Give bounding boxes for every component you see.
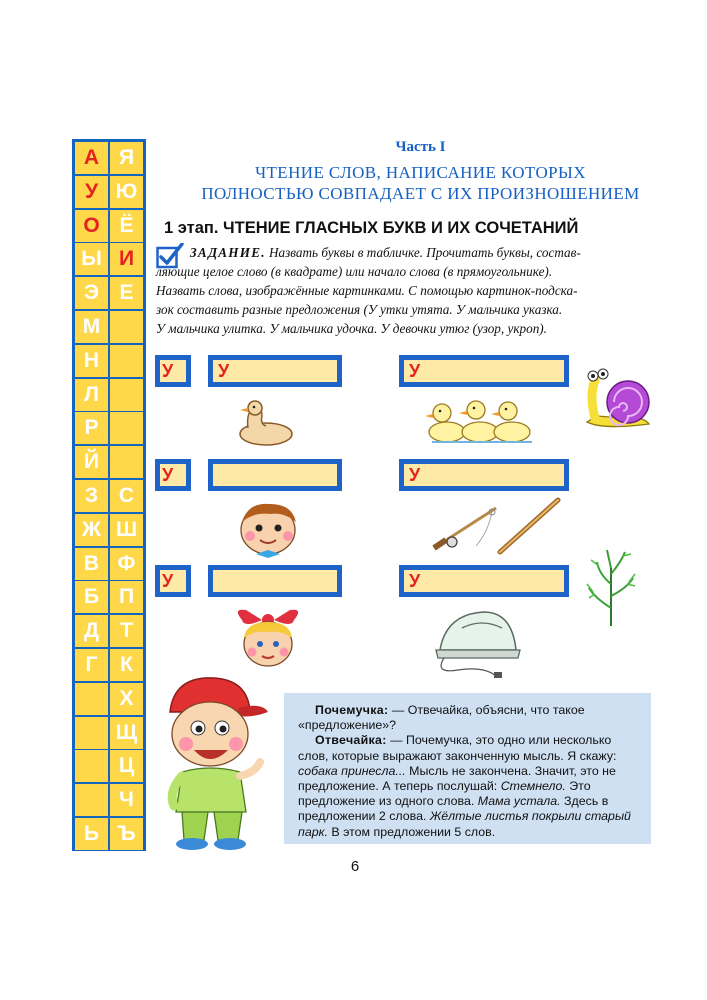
alphabet-cell: Ф xyxy=(110,548,143,580)
word-start-box xyxy=(208,355,342,387)
word-start-box xyxy=(208,459,342,491)
alphabet-cell xyxy=(110,379,143,411)
stage-heading: 1 этап. ЧТЕНИЕ ГЛАСНЫХ БУКВ И ИХ СОЧЕТАНИЙ xyxy=(164,219,579,237)
alphabet-cell xyxy=(110,311,143,343)
letter-square-text: У xyxy=(160,360,186,382)
pointer-stick-picture xyxy=(496,496,562,556)
word-start-text: У xyxy=(213,360,337,382)
example-sentence: собака принесла... xyxy=(298,763,406,778)
snail-picture xyxy=(583,366,655,432)
girl-head-picture xyxy=(232,608,304,670)
alphabet-cell: У xyxy=(75,176,108,208)
alphabet-cell: Ё xyxy=(110,210,143,242)
letter-square xyxy=(155,459,191,491)
alphabet-cell: П xyxy=(110,581,143,613)
task-line1: Назвать буквы в табличке. Прочитать буквы, состав- xyxy=(269,245,581,260)
alphabet-cell: О xyxy=(75,210,108,242)
alphabet-cell: М xyxy=(75,311,108,343)
word-start-text xyxy=(213,464,337,486)
alphabet-cell: Н xyxy=(75,345,108,377)
alphabet-cell: Ц xyxy=(110,750,143,782)
alphabet-cell: К xyxy=(110,649,143,681)
alphabet-cell: Ъ xyxy=(110,818,143,850)
alphabet-cell: Ю xyxy=(110,176,143,208)
pochemuchka-character-picture xyxy=(152,672,276,852)
alphabet-cell: В xyxy=(75,548,108,580)
part-heading: Часть I xyxy=(395,139,446,155)
letter-square xyxy=(155,355,191,387)
alphabet-cell: Г xyxy=(75,649,108,681)
dill-picture xyxy=(585,548,637,628)
alphabet-cell: Я xyxy=(110,142,143,174)
alphabet-cell: И xyxy=(110,243,143,275)
alphabet-cell: А xyxy=(75,142,108,174)
chapter-title-line2: ПОЛНОСТЬЮ СОВПАДАЕТ С ИХ ПРОИЗНОШЕНИЕМ xyxy=(201,184,640,203)
alphabet-cell xyxy=(110,412,143,444)
speaker1-name: Почемучка: xyxy=(315,703,389,717)
ducklings-picture xyxy=(422,396,537,448)
alphabet-cell: Ч xyxy=(110,784,143,816)
alphabet-cell: Р xyxy=(75,412,108,444)
task-text xyxy=(156,243,692,338)
alphabet-cell: Э xyxy=(75,277,108,309)
speaker2-text: Мысль не закончена. Значит, это не предложение. А теперь послушай: xyxy=(298,763,616,794)
word-start-text: У xyxy=(404,570,564,592)
speaker2-text: Это предложение из одного слова. xyxy=(298,779,591,809)
duck-picture xyxy=(232,398,294,448)
letter-square-text: У xyxy=(160,464,186,486)
alphabet-cell: Ь xyxy=(75,818,108,850)
task-line3: Назвать слова, изображённые картинками. С помощью картинок-подска- xyxy=(156,283,578,298)
dialogue-text xyxy=(298,703,641,840)
letter-square-text: У xyxy=(160,570,186,592)
word-start-box xyxy=(399,355,569,387)
alphabet-cell: Ш xyxy=(110,514,143,546)
word-start-text: У xyxy=(404,360,564,382)
word-start-text: У xyxy=(404,464,564,486)
alphabet-cell: С xyxy=(110,480,143,512)
task-line5: У мальчика улитка. У мальчика удочка. У девочки утюг (узор, укроп). xyxy=(156,321,547,336)
word-start-box xyxy=(399,565,569,597)
alphabet-cell: Ж xyxy=(75,514,108,546)
alphabet-cell: Щ xyxy=(110,717,143,749)
boy-head-picture xyxy=(234,500,302,560)
example-sentence: Жёлтые листья покрыли старый парк. xyxy=(298,809,631,839)
task-line2: ляющие целое слово (в квадрате) или начало слова (в прямоугольнике). xyxy=(156,264,553,279)
dialogue-panel xyxy=(284,693,651,844)
example-sentence: Стемнело. xyxy=(500,779,566,794)
alphabet-cell: Ы xyxy=(75,243,108,275)
alphabet-table xyxy=(72,139,146,851)
fishing-rod-picture xyxy=(430,502,502,554)
alphabet-cell: Т xyxy=(110,615,143,647)
task-line4: зок составить разные предложения (У утки утята. У мальчика указка. xyxy=(156,302,563,317)
speaker2-name: Отвечайка: xyxy=(315,733,387,748)
chapter-title xyxy=(150,162,691,204)
word-start-box xyxy=(208,565,342,597)
alphabet-cell: Л xyxy=(75,379,108,411)
alphabet-cell xyxy=(110,446,143,478)
letter-square xyxy=(155,565,191,597)
word-start-text xyxy=(213,570,337,592)
speaker2-text: Здесь в предложении 2 слова. xyxy=(298,794,609,824)
alphabet-cell: З xyxy=(75,480,108,512)
alphabet-cell xyxy=(75,784,108,816)
alphabet-cell xyxy=(75,683,108,715)
alphabet-cell: Й xyxy=(75,446,108,478)
alphabet-cell xyxy=(75,750,108,782)
page-number: 6 xyxy=(350,858,360,875)
chapter-title-line1: ЧТЕНИЕ СЛОВ, НАПИСАНИЕ КОТОРЫХ xyxy=(255,163,586,182)
alphabet-cell xyxy=(110,345,143,377)
example-sentence: Мама устала. xyxy=(477,794,561,809)
alphabet-cell: Х xyxy=(110,683,143,715)
iron-picture xyxy=(424,604,524,682)
speaker2-text: В этом предложении 5 слов. xyxy=(331,824,496,839)
speaker2-text: — Почемучка, это одно или несколько слов, которые выражают законченную мысль. Я скажу: xyxy=(298,733,617,763)
alphabet-cell: Е xyxy=(110,277,143,309)
speaker1-text: — Отвечайка, объясни, что такое «предложение»? xyxy=(298,703,585,733)
alphabet-cell: Д xyxy=(75,615,108,647)
alphabet-cell: Б xyxy=(75,581,108,613)
alphabet-cell xyxy=(75,717,108,749)
word-start-box xyxy=(399,459,569,491)
task-lead: ЗАДАНИЕ. xyxy=(190,245,266,260)
